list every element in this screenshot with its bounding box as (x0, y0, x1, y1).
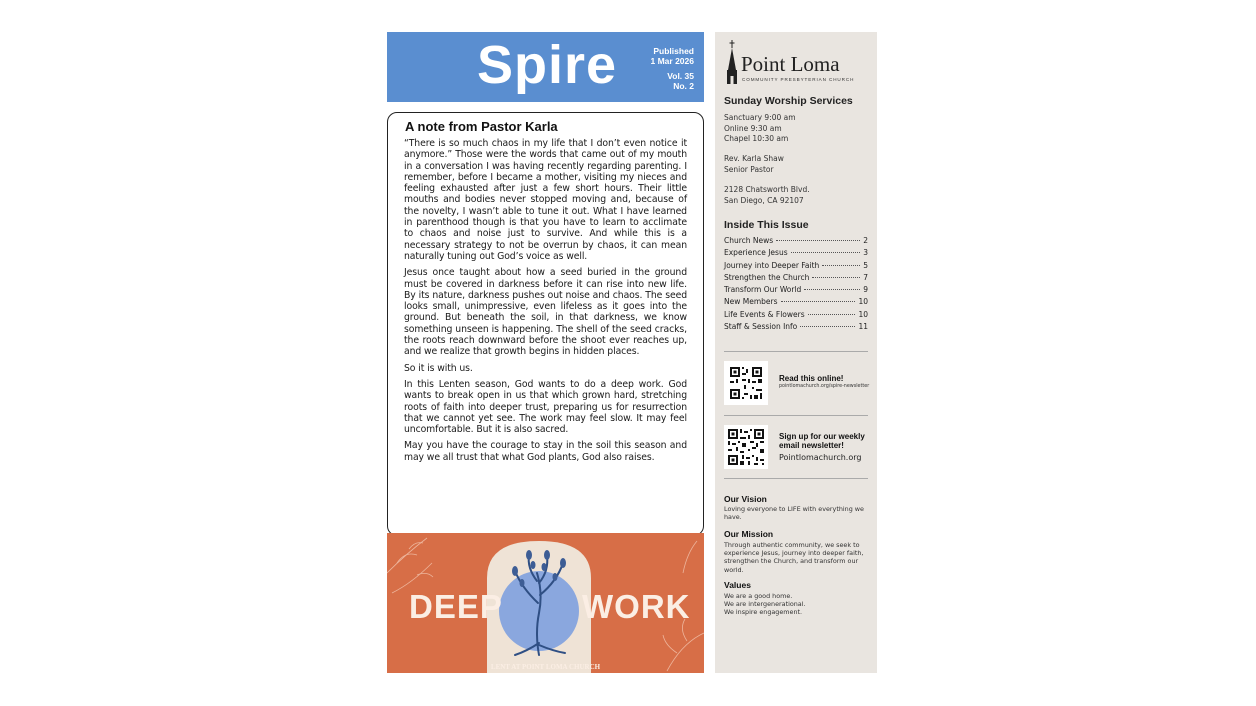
toc-row[interactable] (724, 322, 868, 334)
values-list (724, 592, 872, 617)
pastor-letter (387, 112, 704, 536)
divider (724, 478, 868, 479)
toc-label: Transform Our World (724, 285, 802, 295)
church-logo-subtitle: COMMUNITY PRESBYTERIAN CHURCH (742, 77, 855, 82)
published-label: Published (653, 46, 694, 56)
qr-signup-title (779, 432, 865, 450)
toc-label: Experience Jesus (724, 248, 788, 258)
published-date: 1 Mar 2026 (650, 56, 694, 66)
toc-label: Life Events & Flowers (724, 309, 805, 319)
toc-page: 10 (858, 309, 868, 319)
toc-label: New Members (724, 297, 778, 307)
divider (724, 351, 868, 352)
letter-paragraph: “There is so much chaos in my life that I don’t even notice it anymore.” Those were the words that came out of my mouth in a conversation I was having recently regarding parenting. I remember, before I became a mother, visiting my nieces and feeling exhausted after just a few short hours. Their little mouths and bodies never stopped moving and, because of the novelty, I wasn’t able to tune it out. What I have learned in parenthood though is that you have to learn to acclimate to chaos and noise just to survive. And while this is a necessary strategy to not be overrun by chaos, it can mean naturally tuning out God’s voice as well. (404, 138, 687, 262)
toc-page: 11 (858, 322, 868, 332)
worship-heading: Sunday Worship Services (724, 95, 853, 107)
toc-label: Strengthen the Church (724, 272, 810, 282)
toc-label: Journey into Deeper Faith (724, 260, 820, 270)
letter-paragraph: Jesus once taught about how a seed buried in the ground must be covered in darkness before it can rise into new life. By its nature, darkness pushes out noise and chaos. The seed looks small, unimpressive, even lifeless as it goes into the ground. But beneath the soil, in that darkness, we know something unseen is happening. The shell of the seed cracks, the roots reach downward before the shoot ever reaches up, and we realize that growth begins in hidden places. (404, 267, 687, 358)
address-line: 2128 Chatsworth Blvd. (724, 185, 810, 194)
vision-heading: Our Vision (724, 494, 767, 504)
toc-row[interactable] (724, 261, 868, 273)
mission-text: Through authentic community, we seek to experience Jesus, journey into deeper faith, strengthen the Church, and transform our world. (724, 541, 864, 574)
value-item: We inspire engagement. (724, 608, 803, 617)
toc-row[interactable] (724, 285, 868, 297)
church-logo-name: Point Loma (741, 52, 840, 76)
toc-row[interactable] (724, 236, 868, 248)
toc-page: 7 (863, 272, 868, 282)
qr-signup-title-line: Sign up for our weekly (779, 432, 865, 441)
branch-sketch-left (387, 538, 433, 593)
qr-online-title: Read this online! (779, 374, 844, 383)
mission-heading: Our Mission (724, 529, 774, 539)
service-times (724, 113, 796, 145)
banner-word-deep: DEEP (409, 588, 503, 625)
qr-signup-link[interactable]: Pointlomachurch.org (779, 453, 862, 462)
service-time: Sanctuary 9:00 am (724, 113, 796, 122)
publish-info (651, 46, 694, 66)
toc-page: 5 (863, 260, 868, 270)
letter-paragraph: May you have the courage to stay in the soil this season and may we all trust that what God plants, God also raises. (404, 440, 687, 463)
qr-code-online[interactable] (724, 361, 768, 405)
issue-number: No. 2 (673, 81, 694, 91)
banner-subtitle: LENT AT POINT LOMA CHURCH (490, 663, 601, 671)
pastor-name: Rev. Karla Shaw (724, 154, 784, 163)
service-time: Chapel 10:30 am (724, 134, 789, 143)
sidebar (715, 32, 877, 673)
toc-heading: Inside This Issue (724, 219, 809, 231)
qr-signup-title-line: email newsletter! (779, 441, 844, 450)
toc-label: Church News (724, 236, 774, 245)
church-spire-icon (725, 40, 739, 84)
address-line: San Diego, CA 92107 (724, 195, 804, 205)
letter-paragraph: So it is with us. (404, 362, 473, 374)
toc-page: 10 (858, 297, 868, 307)
masthead (387, 32, 704, 102)
qr-code-signup[interactable] (724, 425, 768, 469)
pastor-info (724, 154, 784, 175)
table-of-contents (724, 236, 868, 334)
deep-work-banner (387, 533, 704, 673)
pastor-title: Senior Pastor (724, 164, 774, 174)
toc-page: 9 (863, 285, 868, 295)
toc-page: 2 (863, 236, 868, 245)
letter-heading: A note from Pastor Karla (405, 119, 558, 134)
banner-word-work: WORK (582, 588, 691, 625)
vision-text: Loving everyone to LIFE with everything we have. (724, 505, 864, 522)
value-item: We are a good home. (724, 592, 793, 600)
church-address (724, 185, 810, 206)
toc-row[interactable] (724, 297, 868, 309)
value-item: We are intergenerational. (724, 600, 806, 609)
volume-info (667, 71, 694, 91)
divider (724, 415, 868, 416)
letter-paragraph: In this Lenten season, God wants to do a deep work. God wants to break open in us that which grown hard, stretching roots of faith into deeper trust, preparing us for resurrection that we cannot yet see. The work may feel slow. It may feel uncomfortable. But it is also sacred. (404, 378, 687, 436)
newsletter-title: Spire (477, 35, 618, 95)
toc-label: Staff & Session Info (724, 322, 798, 332)
toc-row[interactable] (724, 248, 868, 260)
toc-row[interactable] (724, 310, 868, 322)
service-time: Online 9:30 am (724, 123, 782, 133)
qr-online-link[interactable]: pointlomachurch.org/spire-newsletter (779, 384, 870, 389)
volume-number: Vol. 35 (667, 71, 694, 81)
toc-row[interactable] (724, 273, 868, 285)
toc-page: 3 (863, 248, 868, 258)
values-heading: Values (724, 580, 751, 590)
